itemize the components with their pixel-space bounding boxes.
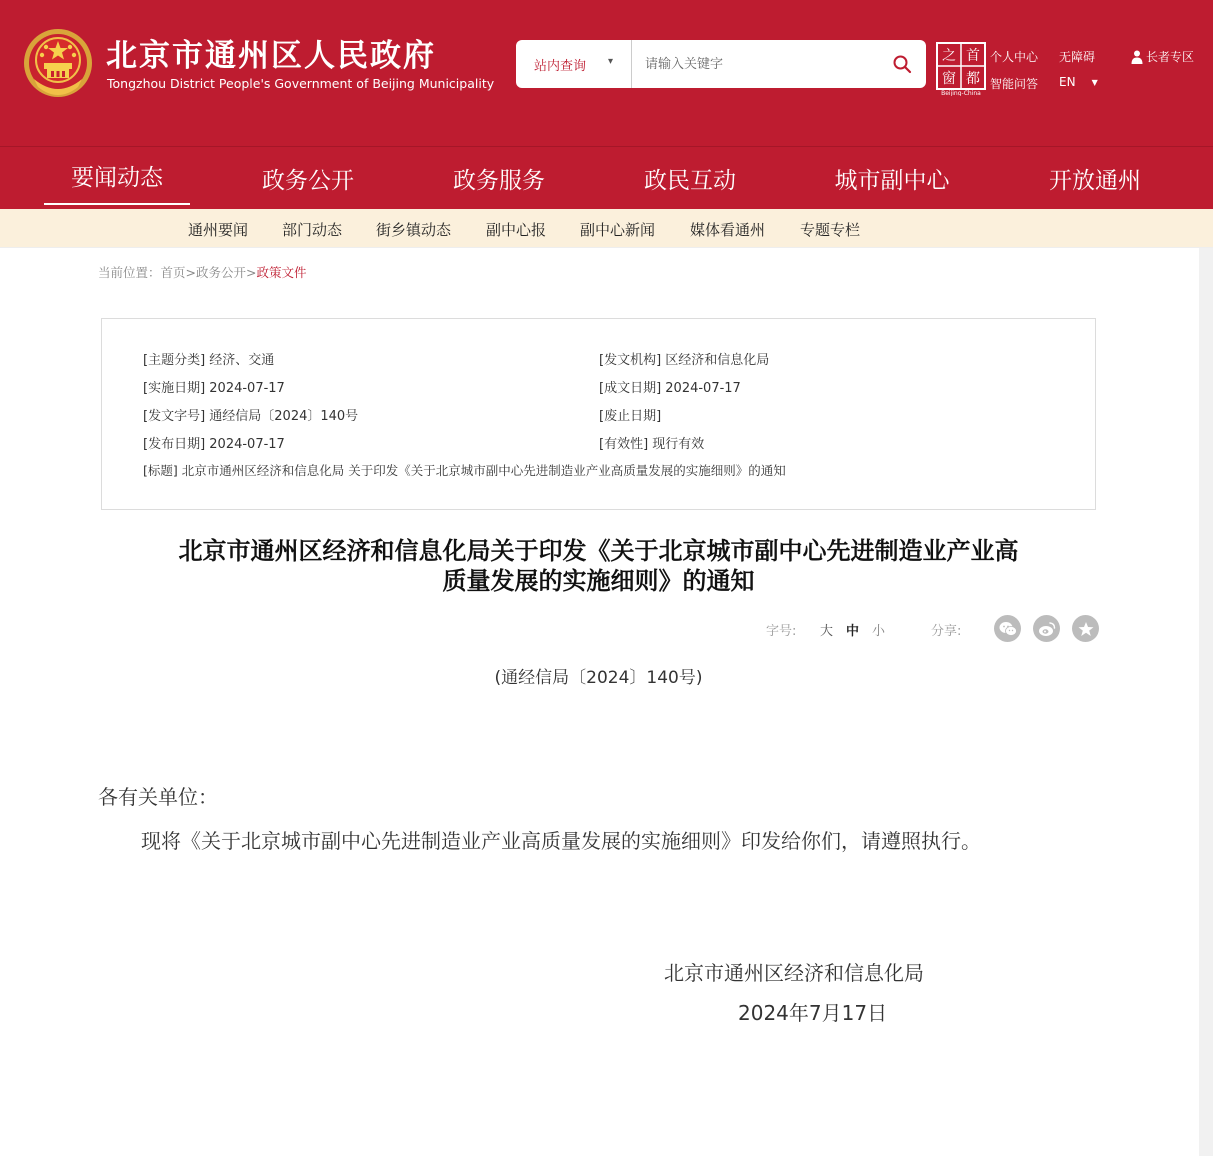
font-size-large[interactable]: 大 <box>820 624 834 639</box>
elder-zone-link[interactable] <box>1130 48 1194 65</box>
search-scope-select[interactable] <box>516 40 632 88</box>
breadcrumb-separator: > <box>246 265 257 280</box>
accessibility-link[interactable]: 无障碍 <box>1059 50 1096 64</box>
nav-open-tongzhou[interactable]: 开放通州 <box>1049 168 1141 194</box>
subnav-special-column[interactable]: 专题专栏 <box>800 221 861 239</box>
sub-nav <box>0 209 1213 248</box>
nav-government-affairs[interactable]: 政务公开 <box>262 168 354 194</box>
meta-effective-date: [实施日期] 2024-07-17 <box>143 381 285 396</box>
english-label: EN <box>1059 75 1076 89</box>
search-input[interactable] <box>633 40 883 88</box>
signature-organization: 北京市通州区经济和信息化局 <box>664 961 924 985</box>
elder-zone-label: 长者专区 <box>1146 50 1195 64</box>
site-title[interactable]: 北京市通州区人民政府 <box>106 38 436 74</box>
subnav-subcenter-paper[interactable]: 副中心报 <box>486 221 547 239</box>
breadcrumb-home[interactable]: 首页 <box>160 265 186 280</box>
search-button[interactable] <box>888 50 916 78</box>
nav-interaction[interactable]: 政民互动 <box>644 168 736 194</box>
nav-government-services[interactable]: 政务服务 <box>453 168 545 194</box>
search-icon <box>892 54 912 74</box>
logo-char: 之 <box>942 48 956 64</box>
document-number: (通经信局〔2024〕140号) <box>494 668 703 688</box>
search-box <box>516 40 926 88</box>
main-nav <box>0 146 1213 209</box>
logo-char: 首 <box>966 48 980 64</box>
share-wechat-button[interactable] <box>994 615 1021 642</box>
smart-qa-link[interactable]: 智能问答 <box>990 77 1039 91</box>
subnav-media-view[interactable]: 媒体看通州 <box>690 221 766 239</box>
breadcrumb-policy-docs[interactable]: 政策文件 <box>256 265 307 280</box>
font-size-label: 字号: <box>766 624 797 639</box>
personal-center-link[interactable]: 个人中心 <box>990 50 1039 64</box>
signature-date: 2024年7月17日 <box>738 1001 888 1025</box>
nav-sub-center[interactable]: 城市副中心 <box>834 168 950 194</box>
article-title-line: 质量发展的实施细则》的通知 <box>442 567 755 595</box>
meta-issuer: [发文机构] 区经济和信息化局 <box>599 353 770 368</box>
caret-down-icon: ▼ <box>1091 78 1098 87</box>
subnav-subcenter-news[interactable]: 副中心新闻 <box>580 221 656 239</box>
share-favorite-button[interactable] <box>1072 615 1099 642</box>
national-emblem-icon[interactable] <box>22 27 94 101</box>
article-body: 现将《关于北京城市副中心先进制造业产业高质量发展的实施细则》印发给你们，请遵照执行。 <box>141 829 981 853</box>
meta-topic: [主题分类] 经济、交通 <box>143 353 275 368</box>
meta-abolish-date: [废止日期] <box>599 409 662 424</box>
site-header <box>0 0 1213 146</box>
article-greeting: 各有关单位： <box>98 785 218 809</box>
breadcrumb-separator: > <box>185 265 197 280</box>
wechat-icon <box>999 621 1017 637</box>
share-label: 分享: <box>931 624 962 639</box>
meta-title: [标题] 北京市通州区经济和信息化局 关于印发《关于北京城市副中心先进制造业产业高质量发展的实施细则》的通知 <box>143 463 786 478</box>
breadcrumb-label: 当前位置： <box>98 265 161 280</box>
favorite-icon <box>1078 621 1094 637</box>
caret-down-icon: ▾ <box>608 56 614 67</box>
search-scope-label: 站内查询 <box>534 58 587 74</box>
breadcrumb <box>98 263 307 281</box>
meta-doc-number: [发文字号] 通经信局〔2024〕140号 <box>143 409 359 424</box>
article-title <box>101 536 1096 596</box>
weibo-icon <box>1038 621 1056 637</box>
logo-char: 都 <box>966 71 980 87</box>
meta-written-date: [成文日期] 2024-07-17 <box>599 381 741 396</box>
share-weibo-button[interactable] <box>1033 615 1060 642</box>
meta-publish-date: [发布日期] 2024-07-17 <box>143 437 285 452</box>
english-language-link[interactable] <box>1059 75 1098 89</box>
logo-caption: Beijing-China <box>941 90 981 96</box>
capital-window-logo[interactable] <box>936 42 986 96</box>
person-icon <box>1130 50 1144 64</box>
font-size-small[interactable]: 小 <box>872 624 886 639</box>
subnav-department-news[interactable]: 部门动态 <box>282 221 343 239</box>
scrollbar[interactable] <box>1199 248 1213 1156</box>
site-subtitle: Tongzhou District People's Government of Beijing Municipality <box>107 76 495 91</box>
document-metadata <box>101 318 1096 510</box>
subnav-tongzhou-news[interactable]: 通州要闻 <box>188 221 249 239</box>
logo-char: 窗 <box>942 71 956 87</box>
article-title-line: 北京市通州区经济和信息化局关于印发《关于北京城市副中心先进制造业产业高 <box>178 537 1019 565</box>
font-size-medium[interactable]: 中 <box>846 624 860 639</box>
subnav-township-news[interactable]: 街乡镇动态 <box>376 221 452 239</box>
nav-news[interactable]: 要闻动态 <box>44 147 190 205</box>
meta-validity: [有效性] 现行有效 <box>599 437 705 452</box>
breadcrumb-gov-affairs[interactable]: 政务公开 <box>196 265 247 280</box>
